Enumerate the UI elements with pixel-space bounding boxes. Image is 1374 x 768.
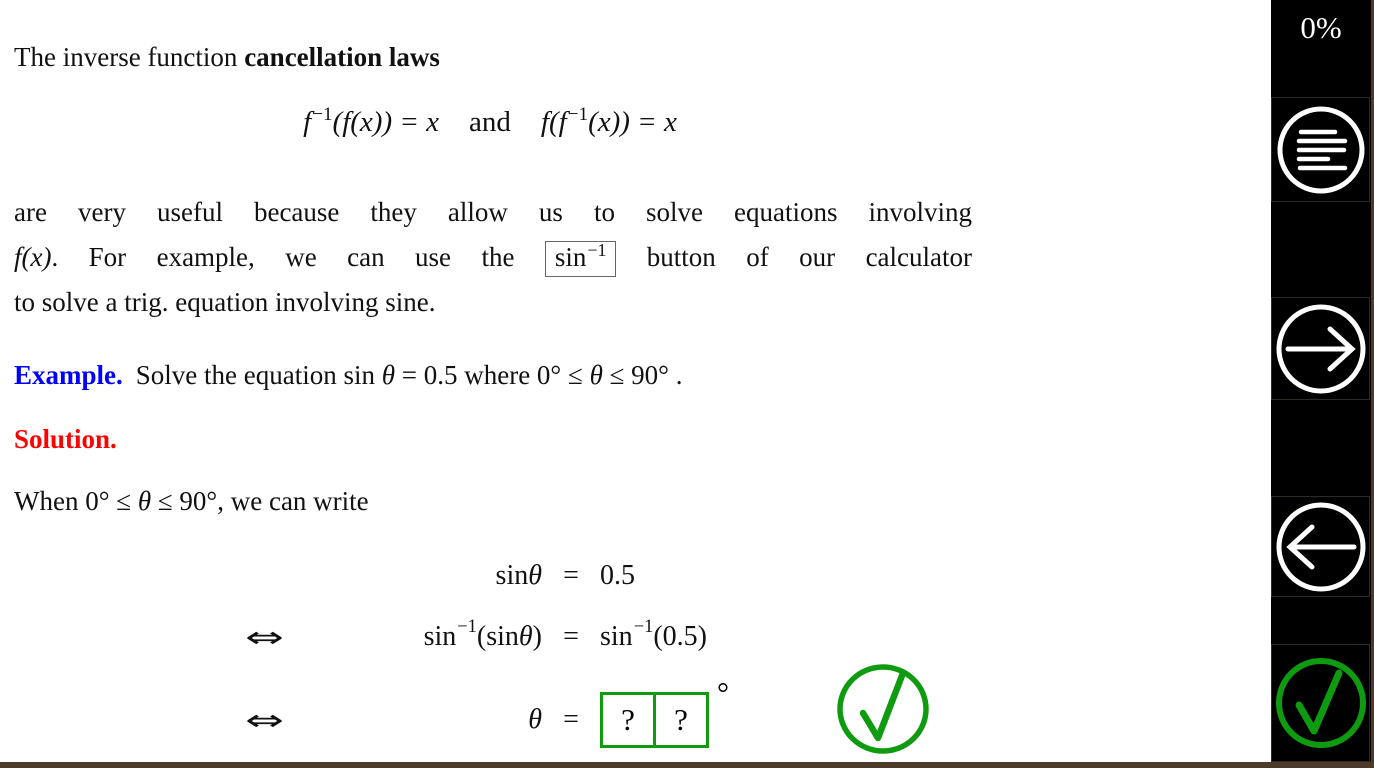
body-paragraph (14, 190, 972, 325)
title-line (14, 42, 440, 73)
inverse-sine-key-sup: −1 (587, 240, 607, 261)
row2-close: ) (532, 621, 542, 652)
title-bold-text: cancellation laws (244, 42, 440, 72)
formula-sup1: −1 (312, 104, 333, 126)
example-theta-1: θ (381, 360, 395, 390)
row1-lhs (337, 550, 542, 602)
arrow-left-icon (1274, 500, 1368, 594)
row2-sin: sin (423, 621, 457, 652)
formula-and: and (469, 106, 511, 138)
row3-theta: θ (528, 704, 542, 735)
when-text-1: When 0° ≤ (14, 486, 138, 516)
example-text-1: Solve the equation sin (135, 360, 382, 390)
row2-sup: −1 (457, 616, 477, 637)
prev-button[interactable] (1271, 496, 1370, 597)
solution-label: Solution. (14, 424, 117, 454)
answer-box-1[interactable]: ? (600, 692, 656, 748)
confirm-button[interactable] (1271, 644, 1370, 762)
inverse-sine-key-label: sin (554, 242, 587, 272)
row2-lhs (337, 602, 542, 672)
cancellation-formula (0, 106, 980, 139)
iff-arrow-icon: ⇔ (245, 703, 284, 737)
paragraph-line-3: to solve a trig. equation involving sine. (14, 287, 436, 317)
example-label: Example. (14, 360, 123, 390)
row2-theta: θ (518, 621, 533, 652)
row3-lhs (337, 672, 542, 768)
next-button[interactable] (1271, 297, 1370, 400)
when-theta: θ (137, 486, 152, 516)
iff-arrow-icon: ⇔ (245, 620, 284, 654)
sidebar (1271, 0, 1371, 762)
example-theta-2: θ (589, 360, 603, 390)
formula-f2: f(f (540, 106, 567, 138)
row2-rhs-sup: −1 (633, 616, 654, 637)
row2-rhs-arg: (0.5) (653, 621, 707, 652)
paragraph-post-text: button of our calculator (616, 242, 973, 272)
correct-check-icon (836, 660, 932, 754)
row1-arrow-cell (245, 550, 337, 602)
title-normal-text: The inverse function (14, 42, 245, 72)
check-icon (1273, 655, 1369, 751)
formula-sup2: −1 (567, 104, 589, 126)
answer-boxes (600, 677, 729, 748)
paragraph-line-1: are very useful because they allow us to solve equations involving (14, 197, 972, 227)
row2-rhs-sin: sin (600, 621, 633, 652)
degree-symbol: ° (717, 677, 729, 710)
answer-box-2[interactable]: ? (653, 692, 709, 748)
when-line (14, 486, 369, 517)
formula-f1: f (303, 106, 312, 138)
row1-sin: sin (495, 560, 529, 591)
list-menu-icon (1275, 104, 1367, 196)
example-line (14, 360, 682, 391)
inverse-sine-key-box (545, 241, 616, 277)
row1-rhs: 0.5 (600, 560, 635, 591)
paragraph-mid-text: . For example, we can use the (51, 242, 545, 272)
row1-theta: θ (528, 560, 542, 591)
equation-steps (245, 550, 930, 768)
formula-rest1: (f(x)) = x (332, 106, 440, 138)
paragraph-fx: f(x) (14, 242, 52, 272)
paragraph-line-2 (14, 235, 972, 280)
row1-equals: = (563, 560, 579, 591)
progress-label: 0% (1300, 10, 1342, 45)
when-text-2: ≤ 90°, we can write (151, 486, 369, 516)
menu-button[interactable] (1271, 97, 1370, 202)
arrow-right-icon (1274, 302, 1368, 396)
row2-arrow-cell (245, 602, 337, 672)
row3-equals: = (563, 704, 579, 735)
row2-mid: (sin (476, 621, 519, 652)
row2-equals: = (563, 621, 579, 652)
example-text-2: = 0.5 where 0° ≤ (395, 360, 590, 390)
example-text-3: ≤ 90° . (602, 360, 683, 390)
formula-rest2: (x)) = x (588, 106, 677, 138)
row3-arrow-cell (245, 672, 337, 768)
